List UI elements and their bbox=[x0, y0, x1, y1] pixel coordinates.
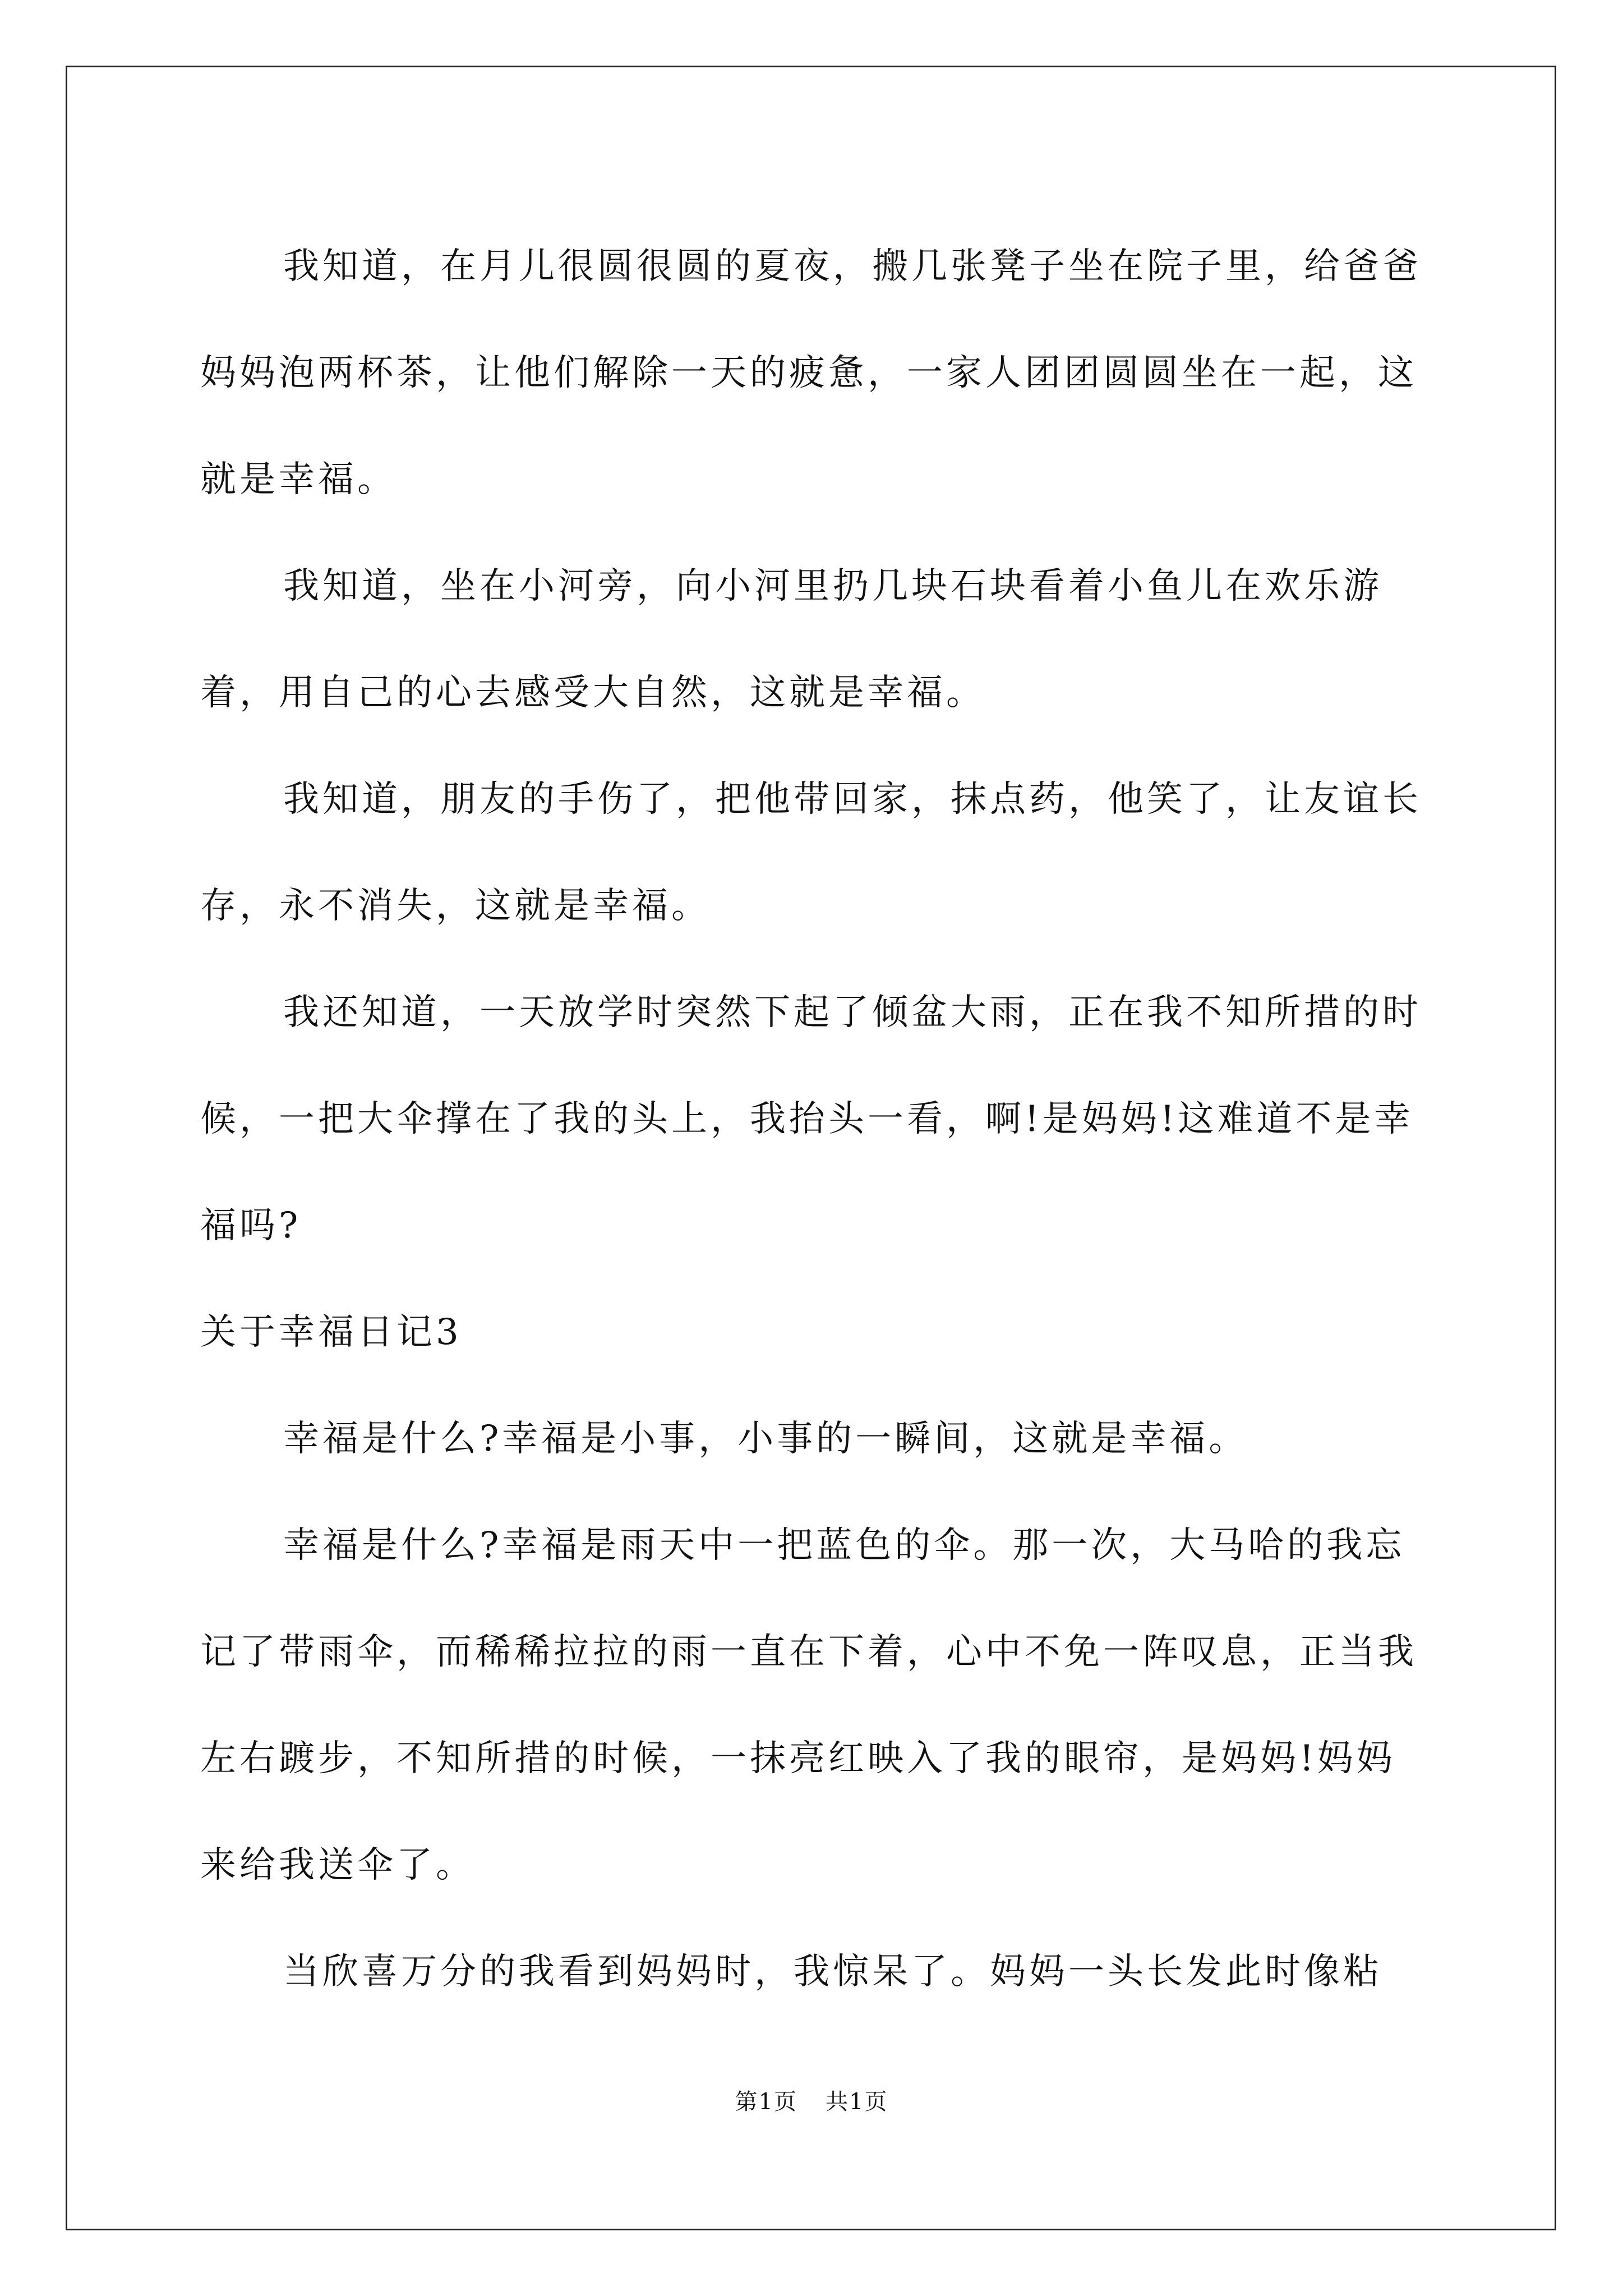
paragraph: 幸福是什么?幸福是小事，小事的一瞬间，这就是幸福。 bbox=[283, 1418, 1248, 1460]
document-body bbox=[200, 213, 1434, 2025]
paragraph: 我知道，朋友的手伤了，把他带回家，抹点药，他笑了，让友谊长存，永不消失，这就是幸福。 bbox=[200, 779, 1422, 927]
paragraph: 幸福是什么?幸福是雨天中一把蓝色的伞。那一次，大马哈的我忘记了带雨伞，而稀稀拉拉的雨一直在下着，心中不免一阵叹息，正当我左右踱步，不知所措的时候，一抹亮红映入了我的眼帘，是妈妈!妈妈来给我送伞了。 bbox=[200, 1525, 1417, 1886]
paragraph: 当欣喜万分的我看到妈妈时，我惊呆了。妈妈一头长发此时像粘 bbox=[283, 1951, 1382, 1993]
page-number: 第1页 bbox=[735, 2089, 797, 2115]
paragraph: 我知道，在月儿很圆很圆的夏夜，搬几张凳子坐在院子里，给爸爸妈妈泡两杯茶，让他们解除一天的疲惫，一家人团团圆圆坐在一起，这就是幸福。 bbox=[200, 246, 1422, 500]
page-footer bbox=[0, 2084, 1623, 2116]
page-total: 共1页 bbox=[826, 2089, 888, 2115]
paragraph: 我知道，坐在小河旁，向小河里扔几块石块看着小鱼儿在欢乐游着，用自己的心去感受大自然，这就是幸福。 bbox=[200, 565, 1382, 714]
paragraph: 我还知道，一天放学时突然下起了倾盆大雨，正在我不知所措的时候，一把大伞撑在了我的头上，我抬头一看，啊!是妈妈!这难道不是幸福吗? bbox=[200, 992, 1422, 1246]
section-heading: 关于幸福日记3 bbox=[200, 1312, 462, 1353]
